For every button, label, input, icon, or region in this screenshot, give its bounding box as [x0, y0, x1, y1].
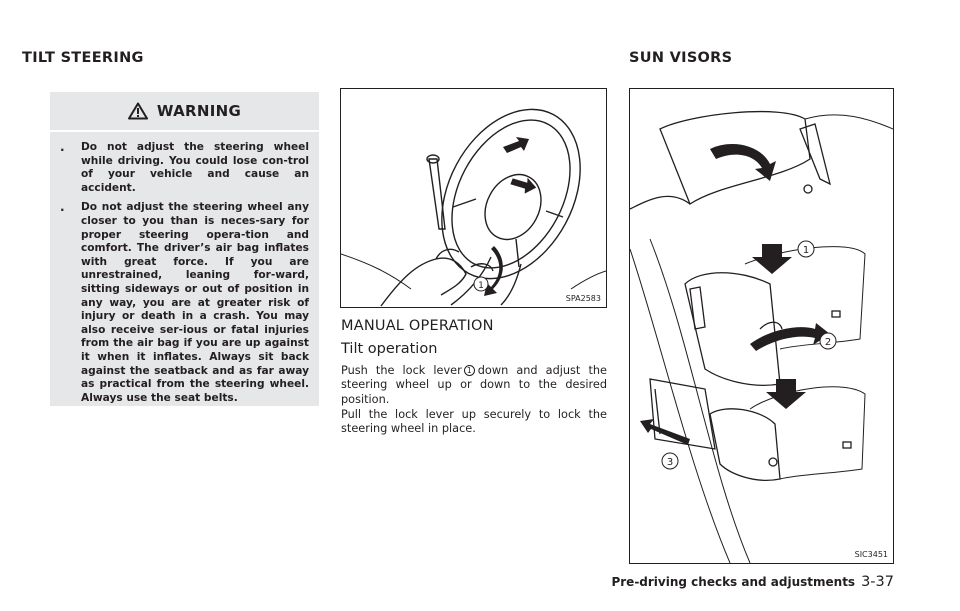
warning-item — [60, 201, 309, 405]
para-text: down and adjust the steering wheel up or down to the desired position. — [341, 364, 607, 406]
tilt-paragraph-1 — [341, 364, 607, 407]
warning-list — [50, 132, 319, 405]
steering-callout-1: 1 — [478, 281, 484, 291]
manual-operation-heading: MANUAL OPERATION — [341, 318, 494, 334]
visor-callout-2: 2 — [824, 337, 832, 348]
tilt-paragraph-2: Pull the lock lever up securely to lock the steering wheel in place. — [341, 408, 607, 436]
sun-visor-illustration — [630, 89, 893, 563]
steering-wheel-illustration — [341, 89, 606, 307]
callout-number-1: 1 — [464, 365, 475, 376]
page-number: 3-37 — [861, 574, 894, 590]
warning-triangle-icon — [128, 102, 148, 120]
bullet: . — [60, 200, 65, 215]
figure-sun-visor — [629, 88, 894, 564]
section-title-tilt-steering: TILT STEERING — [22, 50, 144, 66]
figure-steering-wheel — [340, 88, 607, 308]
warning-item — [60, 141, 309, 195]
warning-header — [50, 92, 319, 132]
bullet: . — [60, 140, 65, 154]
visor-callout-3: 3 — [666, 457, 674, 468]
figure-code: SIC3451 — [854, 550, 888, 559]
warning-item-text: Do not adjust the steering wheel any closer to you than is neces-sary for proper steering opera-tion and comfort. The driver’s air bag inflates with great force. If you are unrestrained, leaning for-ward, sitting sideways or out of position in any way, you are at greater risk of injury or death in a crash. You may also receive ser-ious or fatal injuries from the air bag if you are up against it when it inflates. Always sit back against the seatback and as far away as practical from the steering wheel. Always use the seat belts. — [81, 201, 309, 404]
warning-box — [50, 92, 319, 406]
page-footer — [611, 574, 894, 590]
figure-code: SPA2583 — [565, 294, 601, 303]
section-title-sun-visors: SUN VISORS — [629, 50, 733, 66]
warning-title: WARNING — [156, 102, 242, 120]
para-text: Push the lock lever — [341, 364, 462, 377]
visor-callout-1: 1 — [802, 245, 810, 256]
footer-chapter: Pre-driving checks and adjustments — [611, 575, 856, 589]
tilt-operation-subheading: Tilt operation — [341, 341, 438, 357]
warning-item-text: Do not adjust the steering wheel while driving. You could lose con-trol of your vehicle and cause an accident. — [81, 141, 309, 194]
